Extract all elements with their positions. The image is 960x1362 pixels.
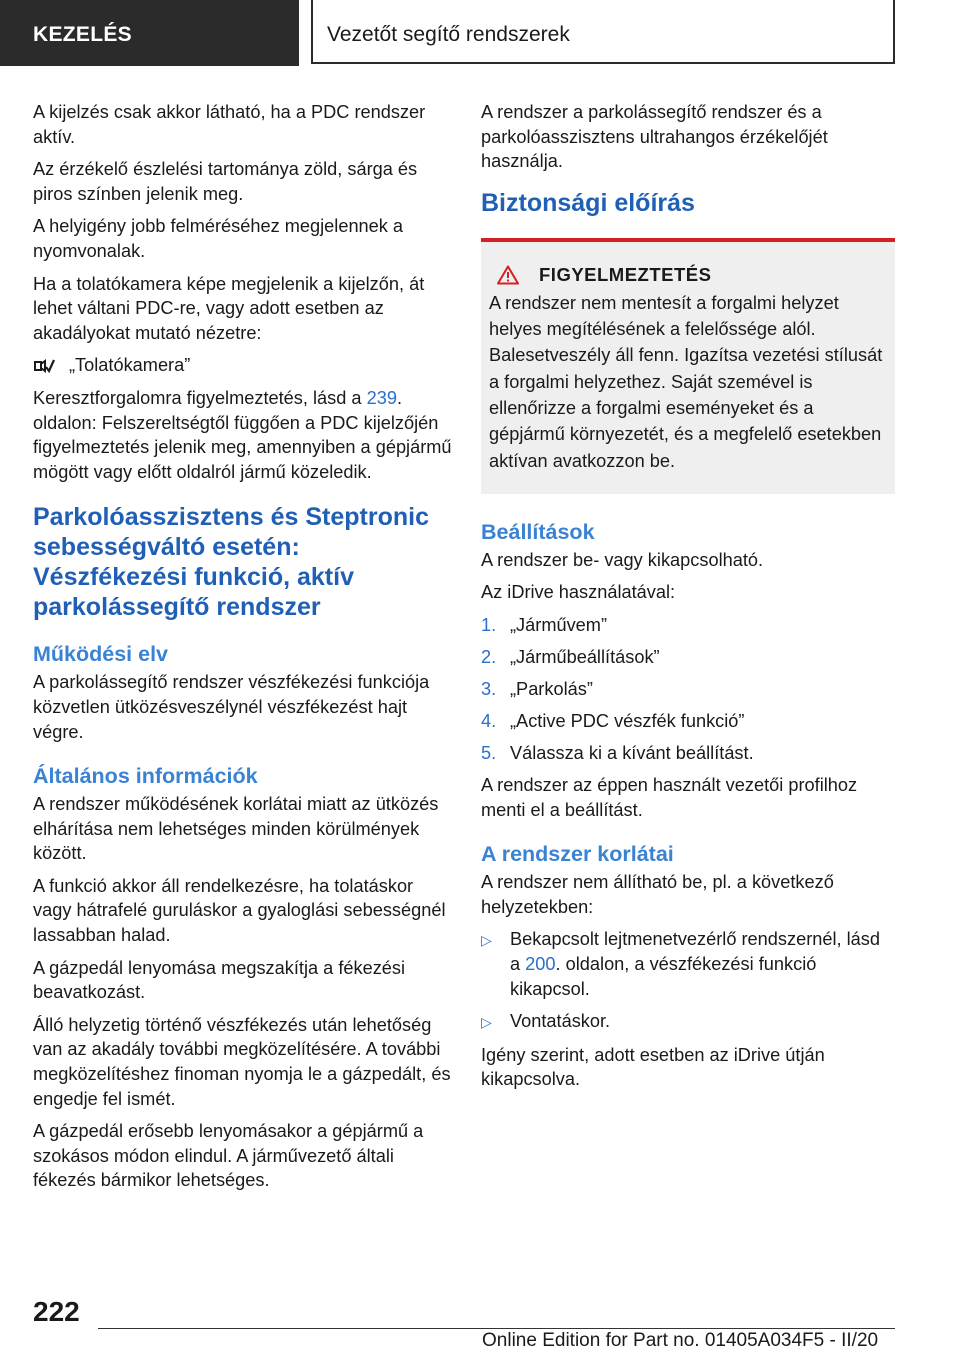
paragraph: A kijelzés csak akkor látható, ha a PDC rendszer aktív.: [33, 102, 426, 147]
paragraph: A rendszer nem állítható be, pl. a következő helyzetekben:: [481, 872, 834, 917]
camera-menu-entry: [33, 353, 453, 378]
step-text: „Járműbeállítások”: [510, 647, 660, 668]
heading-general-info: Általános információk: [33, 764, 258, 789]
text: Bekapcsolt lejtmenetvezérlő rendszernél, lásd a: [510, 929, 881, 975]
heading-settings: Beállítások: [481, 519, 595, 544]
paragraph: A rendszer a parkolássegítő rendszer és a parkolóasszisztens ultrahangos érzékelőjét használja.: [481, 102, 828, 172]
page-link-239[interactable]: 239: [366, 387, 397, 408]
main-heading: Parkolóasszisztens és Steptronic sebességváltó esetén: Vészfékezési funkció, aktív parkolássegítő rendszer: [33, 503, 429, 622]
cross-traffic-paragraph: [33, 386, 453, 484]
settings-steps-list: [481, 613, 895, 765]
heading-system-limits: A rendszer korlátai: [481, 842, 674, 867]
text: . oldalon: Felszereltségtől függően a PDC kijelzőjén figyelmeztetés jelenik meg, amennyiben a gépjármű mögött vagy előtt oldalról jármű közeledik.: [33, 387, 452, 482]
list-item: [481, 645, 895, 669]
triangle-right-bullet-icon: ▷: [481, 932, 492, 949]
paragraph: A rendszer az éppen használt vezetői profilhoz menti el a beállítást.: [481, 775, 858, 820]
limits-list: [481, 927, 895, 1034]
page-header: [0, 0, 960, 66]
camera-menu-label: „Tolatókamera”: [69, 355, 191, 376]
paragraph: Álló helyzetig történő vészfékezés után lehetőség van az akadály további megközelítésére. A további megközelítéshez finoman nyomja le a gázpedált, és engedje fel ismét.: [33, 1014, 451, 1109]
paragraph: Ha a tolatókamera képe megjelenik a kijelzőn, át lehet váltani PDC-re, vagy adott esetben az akadályokat mutató nézetre:: [33, 273, 425, 343]
warning-box: [481, 238, 895, 494]
left-column: [33, 100, 453, 1201]
step-number: 5.: [481, 743, 497, 764]
list-item: [481, 709, 895, 733]
warning-header: [489, 264, 887, 286]
right-column: [481, 100, 895, 1100]
list-item: [481, 677, 895, 701]
step-number: 2.: [481, 647, 497, 668]
step-text: „Járművem”: [510, 615, 608, 636]
rear-view-camera-icon: [33, 356, 55, 376]
paragraph: A funkció akkor áll rendelkezésre, ha tolatáskor vagy hátrafelé guruláskor a gyaloglási sebességnél lassabban halad.: [33, 875, 446, 946]
warning-triangle-icon: [497, 265, 519, 285]
edition-footer: Online Edition for Part no. 01405A034F5 - II/20: [482, 1330, 879, 1351]
paragraph: A gázpedál erősebb lenyomásakor a gépjármű a szokásos módon elindul. A járművezető általi fékezés bármikor lehetséges.: [33, 1121, 424, 1191]
chapter-title: Vezetőt segítő rendszerek: [311, 0, 895, 64]
step-number: 3.: [481, 679, 497, 700]
step-text: „Parkolás”: [510, 679, 593, 700]
triangle-right-bullet-icon: ▷: [481, 1014, 492, 1031]
warning-text: A rendszer nem mentesít a forgalmi helyzet helyes megítélésének a felelőssége alól. Balesetveszély áll fenn. Igazítsa vezetési stílusát a forgalmi helyzethez. Saját szemével is ellenőrizze a forgalmi eseményeket és a gépjármű környezetét, és a megfelelő esetekben aktívan avatkozzon be.: [489, 292, 883, 471]
list-item: [481, 1009, 895, 1035]
step-number: 1.: [481, 615, 497, 636]
bullet-text: [510, 927, 895, 1001]
section-title: KEZELÉS: [0, 0, 299, 66]
step-number: 4.: [481, 711, 497, 732]
page-number: 222: [33, 1296, 80, 1327]
step-text: Válassza ki a kívánt beállítást.: [510, 743, 754, 764]
paragraph: A rendszer működésének korlátai miatt az ütközés elhárítása nem lehetséges minden körülmények között.: [33, 794, 439, 864]
paragraph: Az érzékelő észlelési tartománya zöld, sárga és piros színben jelenik meg.: [33, 159, 418, 204]
paragraph: A helyigény jobb felméréséhez megjelennek a nyomvonalak.: [33, 216, 404, 261]
paragraph: A gázpedál lenyomása megszakítja a fékezési beavatkozást.: [33, 957, 406, 1003]
paragraph: Az iDrive használatával:: [481, 582, 676, 603]
paragraph: Igény szerint, adott esetben az iDrive útján kikapcsolva.: [481, 1044, 825, 1090]
paragraph: A rendszer be- vagy kikapcsolható.: [481, 549, 764, 570]
list-item: [481, 741, 895, 765]
footer-divider: [98, 1328, 895, 1329]
list-item: [481, 927, 895, 1001]
page-link-200[interactable]: 200: [525, 954, 556, 975]
heading-safety: Biztonsági előírás: [481, 188, 695, 217]
text: Keresztforgalomra figyelmeztetés, lásd a: [33, 387, 367, 408]
list-item: [481, 613, 895, 637]
warning-title: FIGYELMEZTETÉS: [539, 263, 712, 285]
bullet-text: Vontatáskor.: [510, 1011, 611, 1032]
paragraph: A parkolássegítő rendszer vészfékezési funkciója közvetlen ütközésveszélynél vészfékezést hajt végre.: [33, 672, 430, 742]
text: . oldalon, a vészfékezési funkció kikapcsol.: [510, 954, 817, 999]
step-text: „Active PDC vészfék funkció”: [510, 711, 745, 732]
heading-operating-principle: Működési elv: [33, 642, 169, 667]
